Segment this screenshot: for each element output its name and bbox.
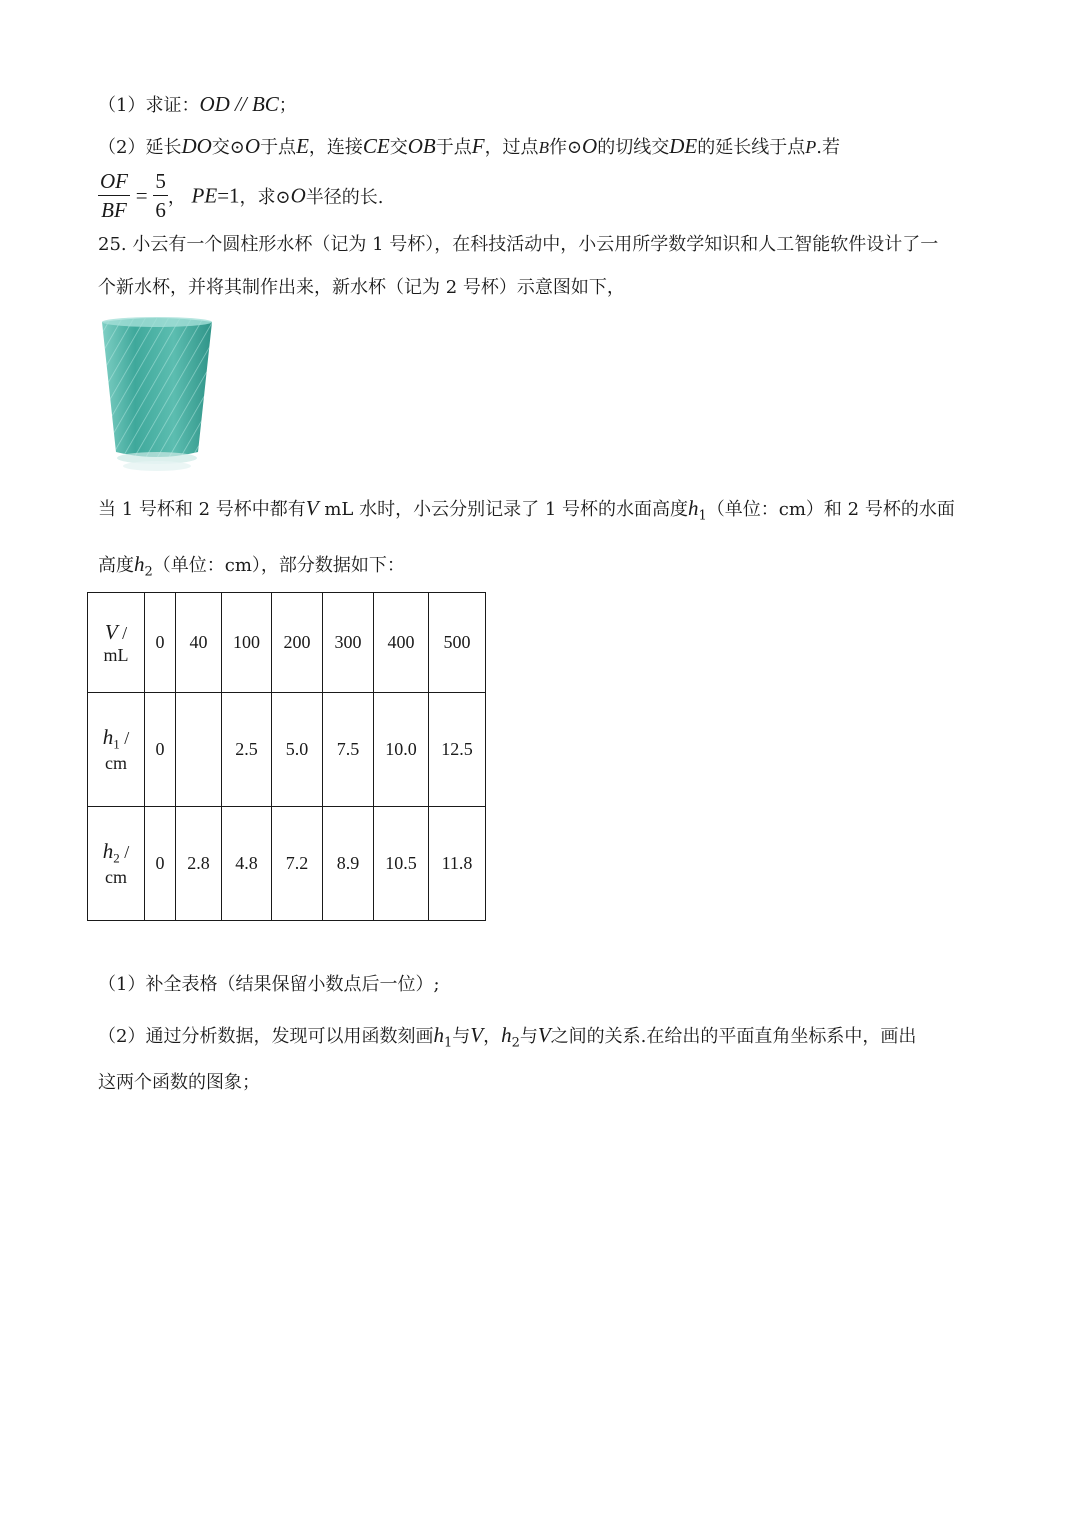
table-cell: 300 <box>323 593 374 693</box>
equals-sign: = <box>135 183 148 208</box>
text: （单位：cm）和 2 号杯的水面 <box>706 499 955 520</box>
math: V <box>305 496 319 520</box>
row-label-h2: $h_2$ / cm <box>88 807 145 921</box>
text: 高度 <box>98 555 134 576</box>
table-cell: 0 <box>145 693 176 807</box>
math: F <box>471 134 485 158</box>
math: DE <box>669 134 698 158</box>
table-cell: 12.5 <box>429 693 486 807</box>
math: h <box>134 552 145 576</box>
text: 的延长线于点 <box>697 137 806 158</box>
text: （2）延长 <box>98 137 182 158</box>
q24-part1 <box>98 92 297 118</box>
table-cell: 7.2 <box>272 807 323 921</box>
unit: cm <box>105 752 127 773</box>
fraction-5-6 <box>153 168 168 224</box>
text: ， <box>483 1026 502 1047</box>
table-cell: 0 <box>145 593 176 693</box>
table-cell: 5.0 <box>272 693 323 807</box>
table-cell: 10.0 <box>374 693 429 807</box>
q24-part1-prefix: （1）求证： <box>98 95 200 116</box>
q25-line2: 个新水杯，并将其制作出来，新水杯（记为 2 号杯）示意图如下， <box>98 277 625 298</box>
subscript: 1 <box>443 1035 453 1051</box>
data-table <box>87 592 486 921</box>
var: h <box>102 839 114 864</box>
math: E <box>296 134 309 158</box>
math: O <box>582 134 598 158</box>
table-cell: 200 <box>272 593 323 693</box>
q24-part1-suffix: ； <box>278 95 297 116</box>
text: ，过点 <box>484 137 539 158</box>
fraction-numerator: 5 <box>153 168 168 196</box>
text: .若 <box>816 137 840 158</box>
q24-part1-math: OD // BC <box>199 92 279 116</box>
math: =1 <box>217 183 240 208</box>
math: h <box>433 1023 444 1047</box>
text: （2）通过分析数据，发现可以用函数刻画 <box>98 1026 434 1047</box>
unit: mL <box>103 644 129 665</box>
subscript: 2 <box>144 564 153 580</box>
table-cell: 40 <box>176 593 222 693</box>
table-cell-blank <box>176 693 222 807</box>
text: ， <box>167 187 186 208</box>
q25-line1: 25. 小云有一个圆柱形水杯（记为 1 号杯），在科技活动中，小云用所学数学知识和人工智能软件设计了一 <box>98 234 939 255</box>
q24-part2-cont <box>98 168 384 224</box>
text: 当 1 号杯和 2 号杯中都有 <box>98 499 306 520</box>
table-row <box>88 693 486 807</box>
q25-sub3: 这两个函数的图象； <box>98 1072 260 1093</box>
q25-sub1: （1）补全表格（结果保留小数点后一位）; <box>98 974 440 995</box>
text: 之间的关系.在给出的平面直角坐标系中，画出 <box>550 1026 917 1047</box>
table-row <box>88 593 486 693</box>
table-cell: 0 <box>145 807 176 921</box>
math: DO <box>181 134 212 158</box>
text: 作⊙ <box>548 137 583 158</box>
text: 的切线交 <box>597 137 670 158</box>
table-cell: 400 <box>374 593 429 693</box>
table-cell: 500 <box>429 593 486 693</box>
fraction-numerator: OF <box>98 168 130 196</box>
table-cell: 4.8 <box>222 807 272 921</box>
math: h <box>501 1023 512 1047</box>
text: 半径的长. <box>305 187 384 208</box>
glass-cup-image <box>100 316 214 474</box>
var: V <box>104 619 118 644</box>
text: mL 水时，小云分别记录了 1 号杯的水面高度 <box>324 499 688 520</box>
table-cell: 100 <box>222 593 272 693</box>
math: OB <box>407 134 436 158</box>
text: ，求⊙ <box>239 187 291 208</box>
math: CE <box>362 134 390 158</box>
table-cell: 2.8 <box>176 807 222 921</box>
table-cell: 10.5 <box>374 807 429 921</box>
fraction-of-bf <box>98 168 130 224</box>
text: ，连接 <box>308 137 363 158</box>
subscript: 1 <box>113 736 120 752</box>
text: 于点 <box>435 137 472 158</box>
row-label-h1: $h_1$ / cm <box>88 693 145 807</box>
table-cell: 2.5 <box>222 693 272 807</box>
text: 与 <box>452 1026 471 1047</box>
math: O <box>244 134 261 158</box>
math: O <box>290 183 306 208</box>
row-label-v: V / mL <box>88 593 145 693</box>
math: B <box>538 138 549 157</box>
q25-sub2 <box>98 1023 916 1056</box>
fraction-denominator: 6 <box>155 198 166 222</box>
subscript: 2 <box>113 850 120 866</box>
subscript: 1 <box>698 508 707 524</box>
text: 与 <box>519 1026 538 1047</box>
var: h <box>102 725 114 750</box>
math: V <box>537 1023 551 1047</box>
q24-part2 <box>98 134 840 160</box>
math: h <box>688 496 699 520</box>
text: 交⊙ <box>211 137 245 158</box>
math: P <box>805 137 817 157</box>
q25-line3 <box>98 496 955 529</box>
table-cell: 7.5 <box>323 693 374 807</box>
q25-line4 <box>98 552 405 585</box>
fraction-denominator: BF <box>101 198 127 222</box>
text: 交 <box>389 137 408 158</box>
table-cell: 8.9 <box>323 807 374 921</box>
math: V <box>470 1023 484 1047</box>
math: PE <box>191 183 218 208</box>
table-cell: 11.8 <box>429 807 486 921</box>
subscript: 2 <box>511 1035 520 1051</box>
table-row <box>88 807 486 921</box>
unit: cm <box>105 866 127 887</box>
text: 于点 <box>260 137 297 158</box>
text: （单位：cm），部分数据如下： <box>152 555 405 576</box>
